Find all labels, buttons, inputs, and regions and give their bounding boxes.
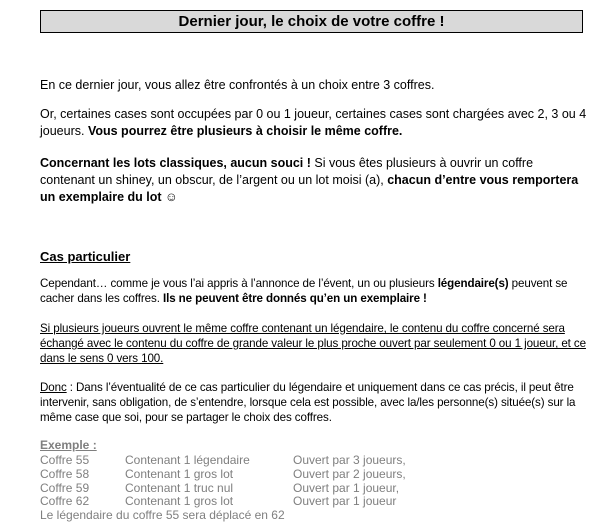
intro-paragraph: En ce dernier jour, vous allez être confrontés à un choix entre 3 coffres. [40, 78, 435, 92]
example-content: Contenant 1 truc nul [125, 481, 234, 495]
example-footer: Le légendaire du coffre 55 sera déplacé en 62 [40, 508, 285, 522]
occupancy-paragraph [40, 106, 588, 140]
occupancy-bold: Vous pourrez être plusieurs à choisir le même coffre. [87, 124, 403, 138]
legendary-bold-2: Ils ne peuvent être donnés qu’en un exemplaire ! [162, 292, 427, 305]
example-opened: Ouvert par 1 joueur [293, 494, 397, 508]
agreement-text: : Dans l’éventualité de ce cas particulier du légendaire et uniquement dans ce cas précis, il peut être intervenir, sans obligation, de s’entendre, lorsque cela est possible, avec la/les personne(s) située(s) sur la même case que soi, pour se partager le choix des coffres. [40, 381, 576, 424]
agreement-paragraph [40, 380, 588, 425]
example-chest: Coffre 55 [40, 453, 90, 467]
example-chest: Coffre 58 [40, 467, 90, 481]
example-title: Exemple : [40, 438, 97, 452]
legendary-text-1: Cependant… comme je vous l’ai appris à l’annonce de l’évent, un ou plusieurs [40, 277, 438, 290]
agreement-lead: Donc [40, 381, 67, 394]
legendary-text-2: peuvent se cacher dans les coffres. [40, 277, 568, 305]
example-chest: Coffre 59 [40, 481, 90, 495]
example-opened: Ouvert par 3 joueurs, [293, 453, 406, 467]
example-opened: Ouvert par 1 joueur, [293, 481, 400, 495]
example-content: Contenant 1 légendaire [125, 453, 250, 467]
classic-lots-bold: Concernant les lots classiques, aucun souci ! [40, 156, 311, 170]
classic-lots-bold-end: chacun d’entre vous remportera un exemplaire du lot ☺ [40, 173, 579, 204]
classic-lots-paragraph [40, 155, 588, 206]
example-chest: Coffre 62 [40, 494, 90, 508]
example-opened: Ouvert par 2 joueurs, [293, 467, 406, 481]
legendary-bold-1: légendaire(s) [437, 277, 509, 290]
example-content: Contenant 1 gros lot [125, 467, 234, 481]
section-heading: Cas particulier [40, 249, 131, 264]
example-content: Contenant 1 gros lot [125, 494, 234, 508]
occupancy-text: Or, certaines cases sont occupées par 0 ou 1 joueur, certaines cases sont chargées avec 2, 3 ou 4 joueurs. [40, 107, 587, 138]
page-title: Dernier jour, le choix de votre coffre ! [40, 10, 583, 33]
legendary-paragraph [40, 276, 588, 306]
rule-text: Si plusieurs joueurs ouvrent le même coffre contenant un légendaire, le contenu du coffre concerné sera échangé avec le contenu du coffre de grande valeur le plus proche ouvert par seulement 0 ou 1 joueur, et ce dans le sens 0 vers 100. [40, 322, 586, 365]
rule-paragraph [40, 321, 588, 366]
classic-lots-text: Si vous êtes plusieurs à ouvrir un coffre contenant un shiney, un obscur, de l’argent ou un lot moisi (a), [40, 156, 534, 187]
